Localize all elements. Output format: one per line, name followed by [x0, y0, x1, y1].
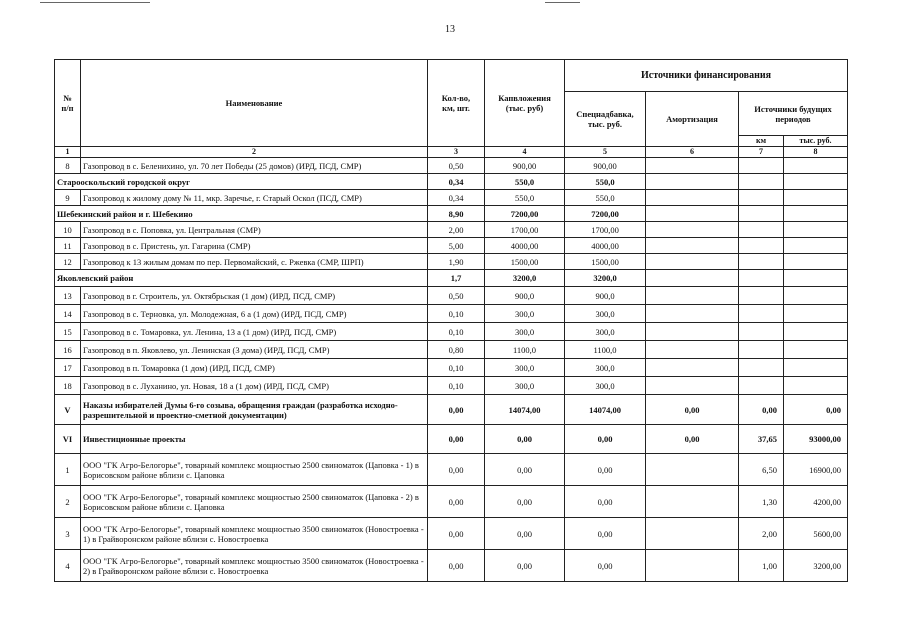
table-cell: 0,00 [428, 395, 485, 425]
table-cell: Инвестиционные проекты [81, 425, 428, 454]
table-cell [739, 158, 784, 174]
table-cell [646, 341, 739, 359]
table-cell: 0,34 [428, 190, 485, 206]
table-cell: 5600,00 [784, 518, 848, 550]
table-cell: 300,0 [485, 323, 565, 341]
table-cell: 0,10 [428, 323, 485, 341]
top-rule-right [545, 2, 580, 3]
table-cell: 0,10 [428, 305, 485, 323]
table-cell [739, 305, 784, 323]
table-cell: 1,30 [739, 486, 784, 518]
table-cell: 0,80 [428, 341, 485, 359]
table-cell [739, 377, 784, 395]
table-cell: 1,7 [428, 270, 485, 287]
col-number: 6 [646, 147, 739, 158]
table-row [55, 323, 848, 341]
table-cell [739, 287, 784, 305]
table-cell [646, 270, 739, 287]
table-cell: 3200,0 [565, 270, 646, 287]
table-cell: Газопровод в г. Строитель, ул. Октябрьская (1 дом) (ИРД, ПСД, СМР) [81, 287, 428, 305]
table-cell: 0,00 [428, 550, 485, 582]
table-cell [739, 190, 784, 206]
table-cell: Наказы избирателей Думы 6-го созыва, обращения граждан (разработка исходно-разрешительной и проектно-сметной документации) [81, 395, 428, 425]
table-cell: Газопровод в с. Луханино, ул. Новая, 18 а (1 дом) (ИРД, ПСД, СМР) [81, 377, 428, 395]
table-cell: Шебекинский район и г. Шебекино [55, 206, 428, 222]
table-cell: 0,50 [428, 287, 485, 305]
table-cell: 0,00 [428, 518, 485, 550]
top-rule-left [40, 2, 150, 3]
table-row [55, 359, 848, 377]
table-cell [739, 270, 784, 287]
table-row [55, 222, 848, 238]
col-number: 4 [485, 147, 565, 158]
table-row [55, 254, 848, 270]
table-cell: ООО "ГК Агро-Белогорье", товарный комплекс мощностью 2500 свиноматок (Цаповка - 1) в Борисовском районе вблизи с. Цаповка [81, 454, 428, 486]
table-row [55, 518, 848, 550]
table-cell: Газопровод в с. Беленихино, ул. 70 лет Победы (25 домов) (ИРД, ПСД, СМР) [81, 158, 428, 174]
table-cell: 300,0 [485, 359, 565, 377]
table-cell: 550,0 [565, 190, 646, 206]
table-cell: 16900,00 [784, 454, 848, 486]
table-cell: 1700,00 [485, 222, 565, 238]
table-cell [784, 222, 848, 238]
table-cell: 12 [55, 254, 81, 270]
table-cell: 7200,00 [485, 206, 565, 222]
table-cell [784, 341, 848, 359]
table-cell [646, 550, 739, 582]
table-row [55, 238, 848, 254]
table-cell: 7200,00 [565, 206, 646, 222]
table-row [55, 454, 848, 486]
table-cell: 300,0 [565, 323, 646, 341]
table-cell: 900,00 [565, 158, 646, 174]
table-cell: Старооскольский городской округ [55, 174, 428, 190]
table-cell: 1,90 [428, 254, 485, 270]
table-body [55, 158, 848, 582]
table-cell: 0,00 [565, 425, 646, 454]
table-cell: 0,00 [565, 454, 646, 486]
table-cell: Газопровод в с. Пристень, ул. Гагарина (СМР) [81, 238, 428, 254]
col-number: 2 [81, 147, 428, 158]
table-cell: 0,00 [428, 486, 485, 518]
table-cell: 6,50 [739, 454, 784, 486]
column-number-row [55, 147, 848, 158]
header-qty: Кол-во, км, шт. [428, 60, 485, 147]
header-name: Наименование [81, 60, 428, 147]
table-cell: 0,00 [565, 518, 646, 550]
table-cell: 0,00 [646, 395, 739, 425]
table-cell: 16 [55, 341, 81, 359]
table-cell [784, 158, 848, 174]
table-cell: 4000,00 [565, 238, 646, 254]
table-cell [646, 190, 739, 206]
table-cell: Яковлевский район [55, 270, 428, 287]
table-cell [784, 254, 848, 270]
table-cell: 300,0 [485, 305, 565, 323]
table-header [55, 60, 848, 158]
table-cell: 1700,00 [565, 222, 646, 238]
table-cell [646, 323, 739, 341]
table-cell: 10 [55, 222, 81, 238]
table-cell [784, 238, 848, 254]
table-cell: 1 [55, 454, 81, 486]
header-km: км [739, 136, 784, 147]
table-cell: Газопровод к 13 жилым домам по пер. Первомайский, с. Ржевка (СМР, ШРП) [81, 254, 428, 270]
table-cell: 0,00 [784, 395, 848, 425]
table-cell [739, 359, 784, 377]
financing-table [54, 59, 848, 582]
table-cell [646, 158, 739, 174]
table-cell: Газопровод в п. Томаровка (1 дом) (ИРД, ПСД, СМР) [81, 359, 428, 377]
table-cell: 3 [55, 518, 81, 550]
header-capital: Капвложения (тыс. руб) [485, 60, 565, 147]
table-cell: 0,00 [565, 550, 646, 582]
table-cell: 0,00 [428, 454, 485, 486]
col-number: 8 [784, 147, 848, 158]
table-cell: 900,0 [485, 287, 565, 305]
table-cell: 9 [55, 190, 81, 206]
table-cell: 1100,0 [485, 341, 565, 359]
table-cell [646, 174, 739, 190]
header-num: № п/п [55, 60, 81, 147]
table-cell [739, 323, 784, 341]
table-cell: 0,00 [485, 486, 565, 518]
table-cell: 0,00 [428, 425, 485, 454]
table-row [55, 550, 848, 582]
table-cell [739, 222, 784, 238]
table-cell [646, 254, 739, 270]
table-cell: 11 [55, 238, 81, 254]
table-cell: 550,0 [485, 174, 565, 190]
table-cell: 300,0 [485, 377, 565, 395]
table-cell: 900,00 [485, 158, 565, 174]
table-cell: 0,00 [739, 395, 784, 425]
table-cell [646, 377, 739, 395]
table-cell: 14 [55, 305, 81, 323]
table-cell: 300,0 [565, 377, 646, 395]
header-amort: Амортизация [646, 92, 739, 147]
table-cell [739, 206, 784, 222]
col-number: 7 [739, 147, 784, 158]
table-row [55, 305, 848, 323]
table-cell: 0,00 [485, 518, 565, 550]
table-cell: 550,0 [565, 174, 646, 190]
table-cell: 1,00 [739, 550, 784, 582]
header-sources: Источники финансирования [565, 60, 848, 92]
col-number: 3 [428, 147, 485, 158]
table-cell [784, 174, 848, 190]
table-cell: 0,34 [428, 174, 485, 190]
table-cell: 13 [55, 287, 81, 305]
table-cell [646, 222, 739, 238]
table-row [55, 395, 848, 425]
table-cell [784, 190, 848, 206]
header-future: Источники будущих периодов [739, 92, 848, 136]
table-cell: 0,00 [565, 486, 646, 518]
table-cell: 0,00 [485, 550, 565, 582]
table-row [55, 158, 848, 174]
table-cell: 900,0 [565, 287, 646, 305]
table-cell: 4000,00 [485, 238, 565, 254]
table-cell [646, 305, 739, 323]
table-cell: 1500,00 [565, 254, 646, 270]
table-cell [739, 174, 784, 190]
table-cell [739, 341, 784, 359]
table-cell: 15 [55, 323, 81, 341]
table-cell [784, 377, 848, 395]
table-cell: 5,00 [428, 238, 485, 254]
table-cell [646, 206, 739, 222]
table-cell [739, 254, 784, 270]
table-cell: 14074,00 [485, 395, 565, 425]
table-cell: Газопровод в с. Томаровка, ул. Ленина, 13 а (1 дом) (ИРД, ПСД, СМР) [81, 323, 428, 341]
group-row [55, 174, 848, 190]
table-cell: ООО "ГК Агро-Белогорье", товарный комплекс мощностью 2500 свиноматок (Цаповка - 2) в Борисовском районе вблизи с. Цаповка [81, 486, 428, 518]
table-cell: 0,50 [428, 158, 485, 174]
table-row [55, 287, 848, 305]
table-cell: 300,0 [565, 305, 646, 323]
table-cell: V [55, 395, 81, 425]
table-cell [784, 359, 848, 377]
table-row [55, 377, 848, 395]
group-row [55, 270, 848, 287]
page-number: 13 [445, 24, 455, 35]
table-cell: 93000,00 [784, 425, 848, 454]
table-cell [646, 518, 739, 550]
table-cell: 0,00 [485, 454, 565, 486]
table-cell: VI [55, 425, 81, 454]
col-number: 5 [565, 147, 646, 158]
table-cell [784, 287, 848, 305]
table-cell: Газопровод в с. Терновка, ул. Молодежная, 6 а (1 дом) (ИРД, ПСД, СМР) [81, 305, 428, 323]
table-cell: 0,10 [428, 377, 485, 395]
table-cell: 1100,0 [565, 341, 646, 359]
table-cell [646, 454, 739, 486]
table-cell [784, 305, 848, 323]
table-row [55, 486, 848, 518]
table-cell: 300,0 [565, 359, 646, 377]
table-cell: ООО "ГК Агро-Белогорье", товарный комплекс мощностью 3500 свиноматок (Новостроевка - 1) в Грайворонском районе вблизи с. Новостроевка [81, 518, 428, 550]
table-row [55, 190, 848, 206]
table-cell: 3200,00 [784, 550, 848, 582]
table-cell: 2 [55, 486, 81, 518]
table-cell: 37,65 [739, 425, 784, 454]
table-cell: 4200,00 [784, 486, 848, 518]
table-cell: 2,00 [739, 518, 784, 550]
table-cell: 8 [55, 158, 81, 174]
table-cell: 1500,00 [485, 254, 565, 270]
header-rub: тыс. руб. [784, 136, 848, 147]
table-cell [739, 238, 784, 254]
table-cell [646, 486, 739, 518]
table-cell [784, 206, 848, 222]
table-cell: Газопровод к жилому дому № 11, мкр. Заречье, г. Старый Оскол (ПСД, СМР) [81, 190, 428, 206]
table-cell: ООО "ГК Агро-Белогорье", товарный комплекс мощностью 3500 свиноматок (Новостроевка - 2) в Грайворонском районе вблизи с. Новостроевка [81, 550, 428, 582]
table-row [55, 341, 848, 359]
col-number: 1 [55, 147, 81, 158]
table-cell: Газопровод в с. Поповка, ул. Центральная (СМР) [81, 222, 428, 238]
table-cell: 0,00 [646, 425, 739, 454]
table-cell [646, 287, 739, 305]
header-special: Спецнадбавка, тыс. руб. [565, 92, 646, 147]
table-cell: 2,00 [428, 222, 485, 238]
group-row [55, 206, 848, 222]
table-cell: 3200,0 [485, 270, 565, 287]
table-cell: Газопровод в п. Яковлево, ул. Ленинская (3 дома) (ИРД, ПСД, СМР) [81, 341, 428, 359]
table-cell: 14074,00 [565, 395, 646, 425]
table-cell: 0,10 [428, 359, 485, 377]
table-cell [646, 359, 739, 377]
table-cell: 8,90 [428, 206, 485, 222]
table-cell: 0,00 [485, 425, 565, 454]
table-cell: 550,0 [485, 190, 565, 206]
table-cell [784, 323, 848, 341]
table-cell: 18 [55, 377, 81, 395]
table-cell [646, 238, 739, 254]
table-cell: 17 [55, 359, 81, 377]
table-cell [784, 270, 848, 287]
table-cell: 4 [55, 550, 81, 582]
table-row [55, 425, 848, 454]
